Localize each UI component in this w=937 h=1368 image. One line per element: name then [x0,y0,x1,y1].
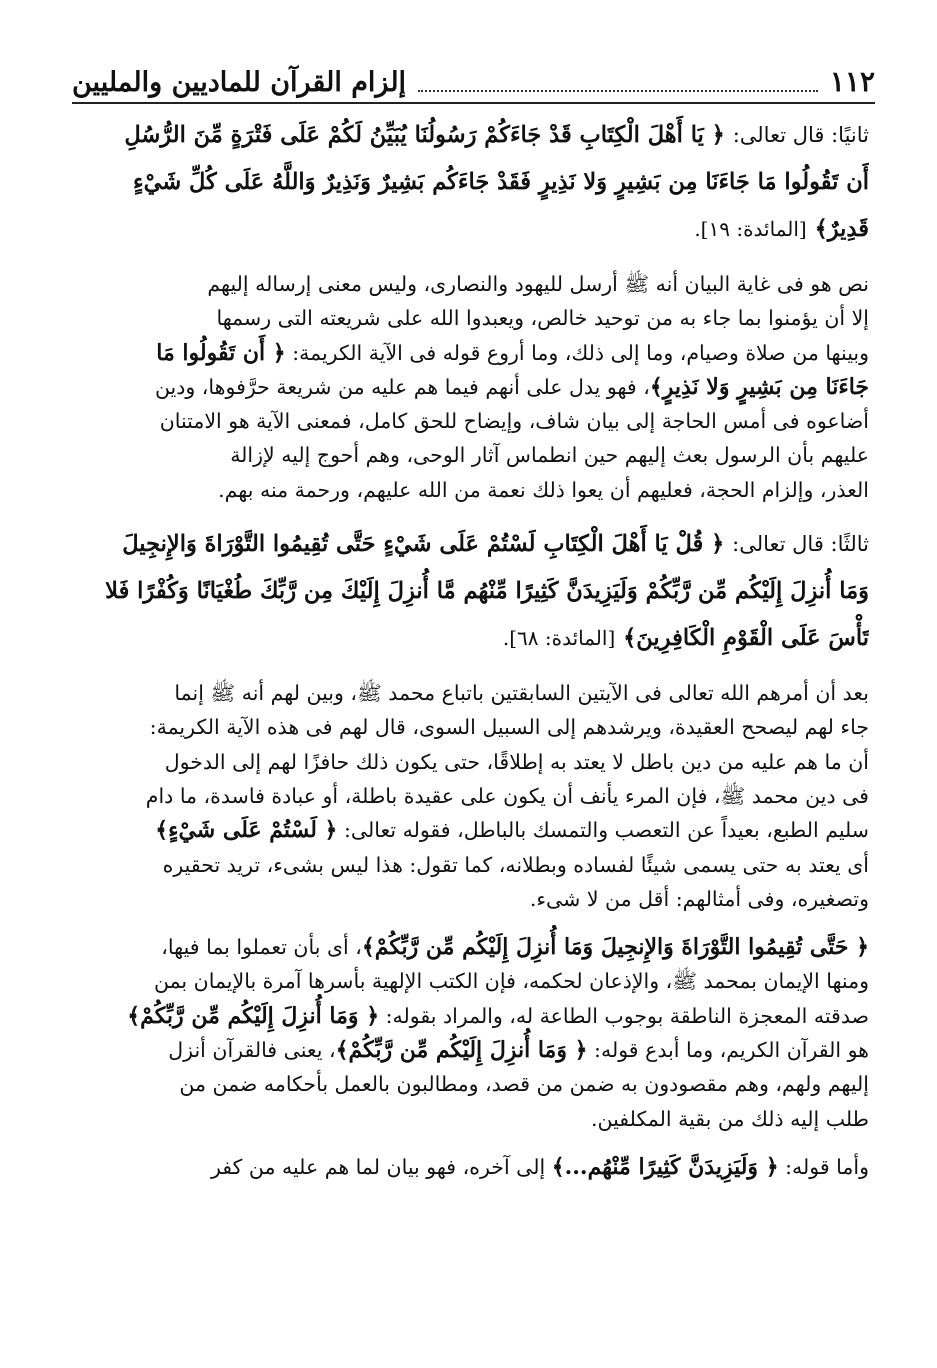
quran-quote: جَاءَنَا مِن بَشِيرٍ وَلا نَذِيرٍ﴾ [649,373,869,400]
text-segment: وأما قوله: [785,1154,869,1179]
text-line [72,999,869,1033]
text-line: نص هو فى غاية البيان أنه ﷺ أرسل لليهود والنصارى، وليس معنى إرساله إليهم [207,272,869,296]
text-segment: ، فهو يدل على أنهم فيما هم عليه من شريعة حرَّفوها، ودين [154,374,650,399]
running-title: إلزام القرآن للماديين والمليين [72,67,407,98]
text-segment: هو القرآن الكريم، وما أبدع قوله: [594,1038,869,1063]
text-line [72,336,869,370]
quran-quote: ﴿ وَمَا أُنزِلَ إِلَيْكُم مِّن رَّبِّكُمْ﴾ [127,1002,380,1029]
verse-line: أَن تَقُولُوا مَا جَاءَنَا مِن بَشِيرٍ وَلا نَذِيرٍ فَقَدْ جَاءَكُم بَشِيرٌ وَنَذِيرٌ وَاللَّهُ عَلَى كُلِّ شَيْءٍ [133,169,869,195]
text-line [72,1033,869,1067]
text-segment: سليم الطبع، بعيداً عن التعصب والتمسك بالباطل، فقوله تعالى: [343,818,869,843]
text-line: بعد أن أمرهم الله تعالى فى الآيتين السابقتين باتباع محمد ﷺ، وبين لهم أنه ﷺ إنما [174,681,869,706]
verse-label: ثانيًا: قال تعالى: [732,123,869,147]
text-line [72,930,869,964]
page-number: ١١٢ [829,65,875,98]
page-body [72,112,869,1368]
verse-line [72,206,869,253]
text-line: ومنها الإيمان بمحمد ﷺ، والإذعان لحكمه، فإن الكتب الإلهية بأسرها آمرة بالإيمان بمن [153,969,869,994]
quran-quote: ﴿ وَمَا أُنزِلَ إِلَيْكُم مِّن رَّبِّكُمْ﴾ [335,1037,588,1064]
text-line: وتصغيره، وفى أمثالهم: أقل من لا شىء. [529,886,869,911]
text-segment: صدقته المعجزة الناطقة بوجوب الطاعة له، والمراد بقوله: [385,1003,869,1028]
text-line: العذر، وإلزام الحجة، فعليهم أن يعوا ذلك نعمة من الله عليهم، ورحمة منه بهم. [218,477,869,502]
verse-label: ثالثًا: قال تعالى: [732,532,869,557]
commentary-paragraph-4 [72,1150,869,1184]
quran-quote: ﴿ لَسْتُمْ عَلَى شَيْءٍ﴾ [155,817,338,844]
text-line: إلا أن يؤمنوا بما جاء به من توحيد خالص، ويعبدوا الله على شريعته التى رسمها [216,306,869,331]
verse-reference: [المائدة: ٦٨]. [502,626,616,651]
text-line [72,370,869,404]
commentary-paragraph-2 [72,676,869,916]
verse-text: قَدِيرٌ﴾ [814,216,869,242]
quran-quote: ﴿ وَلَيَزِيدَنَّ كَثِيرًا مِّنْهُم...﴾ [551,1153,779,1180]
verse-text: ﴿ قُلْ يَا أَهْلَ الْكِتَابِ لَسْتُمْ عَلَى شَيْءٍ حَتَّى تُقِيمُوا التَّوْرَاةَ وَالإِنجِيلَ [122,531,725,558]
verse-line [72,112,869,159]
quran-quote: ﴿ حَتَّى تُقِيمُوا التَّوْرَاةَ وَالإِنجِيلَ وَمَا أُنزِلَ إِلَيْكُم مِّن رَّبِّكُمْ﴾ [361,934,869,961]
text-segment: ، يعنى فالقرآن أنزل [168,1038,336,1063]
commentary-paragraph-1 [72,267,869,507]
text-line: إليهم ولهم، وهم مقصودون به ضمن من قصد، ومطالبون بالعمل بأحكامه ضمن من [179,1072,869,1097]
text-line: جاء لهم ليصحح العقيدة، ويرشدهم إلى السبيل السوى، قال لهم فى هذه الآية الكريمة: [149,715,869,740]
verse-block-2 [72,521,869,662]
verse-block-1 [72,112,869,253]
text-segment: إلى آخره، فهو بيان لما هم عليه من كفر [210,1154,546,1179]
text-line: أن ما هم عليه من دين باطل لا يعتد به إطلاقًا، حتى يكون ذلك حافزًا لهم إلى الدخول [164,749,869,774]
verse-line [72,521,869,568]
text-line [72,1150,869,1184]
verse-line [72,615,869,662]
verse-text: تَأْسَ عَلَى الْقَوْمِ الْكَافِرِينَ﴾ [623,625,869,652]
text-line: عليهم بأن الرسول بعث إليهم حين انطماس آثار الوحى، وهم أحوج إليه لإزالة [230,443,869,468]
text-segment: وبينها من صلاة وصيام، وما إلى ذلك، وما أروع قوله فى الآية الكريمة: [292,340,869,365]
text-line: فى دين محمد ﷺ، فإن المرء يأنف أن يكون على عقيدة باطلة، أو عبادة فاسدة، ما دام [145,783,869,808]
text-line: أضاعوه فى أمس الحاجة إلى بيان شاف، وإيضاح للحق كامل، فمعنى الآية هو الامتنان [159,409,869,434]
text-line: طلب إليه ذلك من بقية المكلفين. [590,1106,869,1131]
verse-reference: [المائدة: ١٩]. [694,217,807,241]
dotted-leader [418,90,818,92]
verse-text: ﴿ يَا أَهْلَ الْكِتَابِ قَدْ جَاءَكُمْ رَسُولُنَا يُبَيِّنُ لَكُمْ عَلَى فَتْرَةٍ مِّنَ الرُّسُلِ [124,122,725,148]
commentary-paragraph-3 [72,930,869,1136]
quran-quote: ﴿ أَن تَقُولُوا مَا [156,339,286,366]
verse-line: وَمَا أُنزِلَ إِلَيْكُم مِّن رَّبِّكُمْ وَلَيَزِيدَنَّ كَثِيرًا مِّنْهُم مَّا أُنزِلَ إِلَيْكَ مِن رَّبِّكَ طُغْيَانًا وَكُفْرًا فَلا [105,578,869,605]
text-line: أى يعتد به حتى يسمى شيئًا لفساده وبطلانه، كما تقول: هذا ليس بشىء، تريد تحقيره [162,852,869,877]
text-line [72,813,869,847]
text-segment: ، أى بأن تعملوا بما فيها، [161,935,362,960]
page-header [72,58,875,104]
